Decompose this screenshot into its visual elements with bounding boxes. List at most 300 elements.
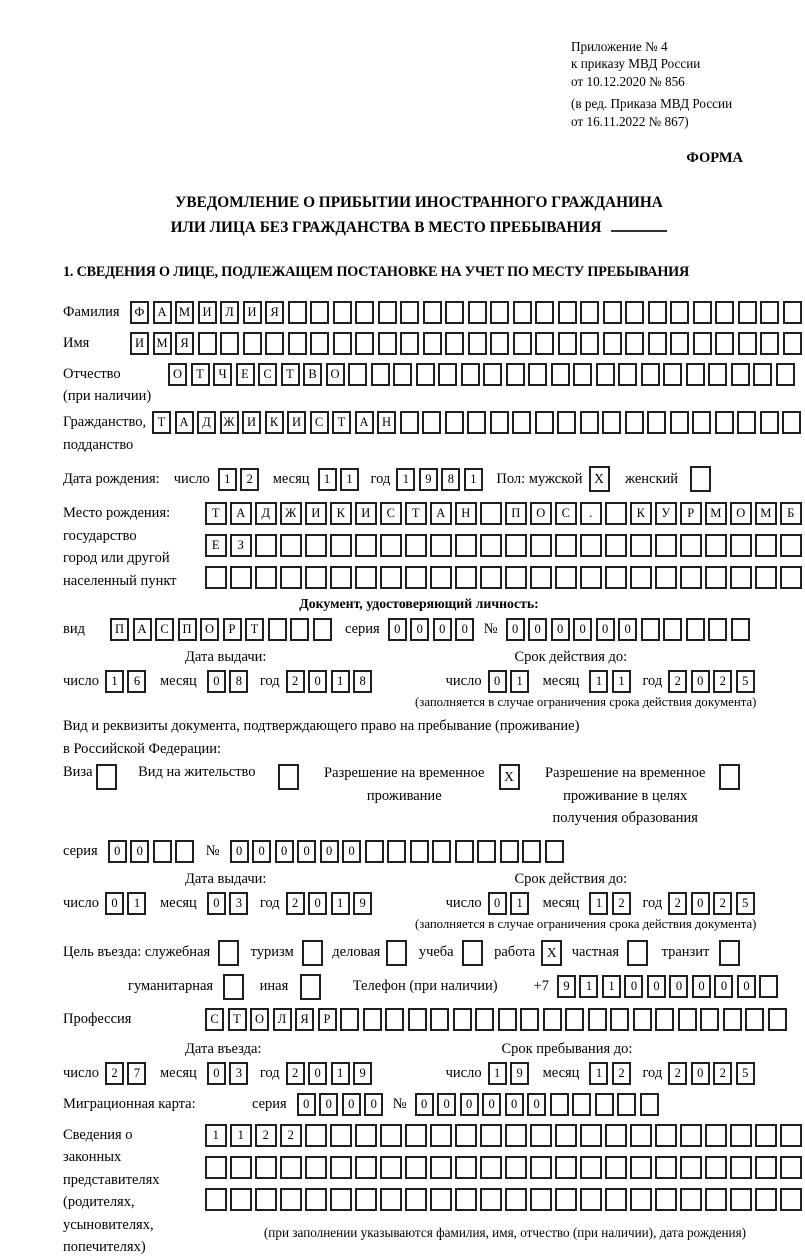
profession-cell[interactable] bbox=[340, 1008, 359, 1031]
birthplace-cell[interactable]: К bbox=[630, 502, 652, 525]
representatives-cell[interactable] bbox=[680, 1124, 702, 1147]
firstname-cell[interactable]: И bbox=[130, 332, 149, 355]
birthplace-cell[interactable] bbox=[355, 534, 377, 557]
residence-number-cell[interactable] bbox=[545, 840, 564, 863]
profession-cell[interactable] bbox=[768, 1008, 787, 1031]
birthplace-cell[interactable]: У bbox=[655, 502, 677, 525]
phone-cell[interactable]: 1 bbox=[602, 975, 621, 998]
patronymic-cell[interactable] bbox=[551, 363, 570, 386]
doc-number-cell[interactable]: 0 bbox=[618, 618, 637, 641]
profession-cell[interactable] bbox=[633, 1008, 652, 1031]
representatives-cell[interactable] bbox=[405, 1188, 427, 1211]
profession-cell[interactable]: Р bbox=[318, 1008, 337, 1031]
identity-issue-year-cell[interactable]: 8 bbox=[353, 670, 372, 693]
firstname-cell[interactable] bbox=[445, 332, 464, 355]
representatives-cell[interactable] bbox=[405, 1156, 427, 1179]
identity-expiry-year-cell[interactable]: 5 bbox=[736, 670, 755, 693]
surname-cell[interactable] bbox=[445, 301, 464, 324]
doc-kind-cell[interactable] bbox=[268, 618, 287, 641]
identity-expiry-year-cell[interactable]: 2 bbox=[668, 670, 687, 693]
birthplace-cell[interactable]: С bbox=[555, 502, 577, 525]
birthplace-cell[interactable] bbox=[380, 534, 402, 557]
surname-cell[interactable]: А bbox=[153, 301, 172, 324]
birthplace-cell[interactable]: О bbox=[730, 502, 752, 525]
surname-cell[interactable] bbox=[738, 301, 757, 324]
birthplace-cell[interactable] bbox=[505, 566, 527, 589]
birthplace-cell[interactable] bbox=[405, 566, 427, 589]
doc-number-cell[interactable]: 0 bbox=[551, 618, 570, 641]
residence-series-cell[interactable] bbox=[175, 840, 194, 863]
doc-series-cell[interactable]: 0 bbox=[388, 618, 407, 641]
birthplace-cell[interactable] bbox=[705, 566, 727, 589]
profession-cell[interactable] bbox=[700, 1008, 719, 1031]
representatives-cell[interactable] bbox=[780, 1188, 802, 1211]
representatives-cell[interactable] bbox=[605, 1124, 627, 1147]
profession-cell[interactable] bbox=[745, 1008, 764, 1031]
representatives-cell[interactable] bbox=[380, 1188, 402, 1211]
patronymic-cell[interactable]: О bbox=[168, 363, 187, 386]
identity-expiry-month-cell[interactable]: 1 bbox=[589, 670, 608, 693]
residence-series-cell[interactable] bbox=[153, 840, 172, 863]
birthplace-cell[interactable]: П bbox=[505, 502, 527, 525]
profession-cell[interactable] bbox=[565, 1008, 584, 1031]
identity-issue-day-cell[interactable]: 6 bbox=[127, 670, 146, 693]
doc-kind-cell[interactable]: Р bbox=[223, 618, 242, 641]
residence-number-cell[interactable]: 0 bbox=[320, 840, 339, 863]
stay-year-cell[interactable]: 2 bbox=[668, 1062, 687, 1085]
representatives-cell[interactable] bbox=[330, 1156, 352, 1179]
citizenship-cell[interactable] bbox=[445, 411, 464, 434]
patronymic-cell[interactable] bbox=[371, 363, 390, 386]
birthplace-cell[interactable] bbox=[755, 566, 777, 589]
firstname-cell[interactable] bbox=[625, 332, 644, 355]
citizenship-cell[interactable]: Т bbox=[152, 411, 171, 434]
surname-cell[interactable] bbox=[648, 301, 667, 324]
surname-cell[interactable] bbox=[490, 301, 509, 324]
residence-number-cell[interactable]: 0 bbox=[230, 840, 249, 863]
birth-month-cell[interactable]: 1 bbox=[318, 468, 337, 491]
phone-cell[interactable]: 0 bbox=[647, 975, 666, 998]
firstname-cell[interactable] bbox=[288, 332, 307, 355]
firstname-cell[interactable] bbox=[423, 332, 442, 355]
residence-expiry-month-cell[interactable]: 1 bbox=[589, 892, 608, 915]
firstname-cell[interactable]: Я bbox=[175, 332, 194, 355]
firstname-cell[interactable] bbox=[310, 332, 329, 355]
migration-series-cell[interactable]: 0 bbox=[342, 1093, 361, 1116]
representatives-cell[interactable] bbox=[730, 1156, 752, 1179]
profession-cell[interactable]: Я bbox=[295, 1008, 314, 1031]
citizenship-cell[interactable] bbox=[580, 411, 599, 434]
patronymic-cell[interactable] bbox=[708, 363, 727, 386]
surname-cell[interactable] bbox=[423, 301, 442, 324]
migration-number-cell[interactable] bbox=[640, 1093, 659, 1116]
representatives-cell[interactable] bbox=[455, 1188, 477, 1211]
birthplace-cell[interactable] bbox=[680, 534, 702, 557]
representatives-cell[interactable] bbox=[630, 1188, 652, 1211]
residence-number-cell[interactable] bbox=[477, 840, 496, 863]
entry-day-cell[interactable]: 7 bbox=[127, 1062, 146, 1085]
citizenship-cell[interactable]: А bbox=[355, 411, 374, 434]
firstname-cell[interactable] bbox=[198, 332, 217, 355]
representatives-cell[interactable] bbox=[380, 1156, 402, 1179]
birthplace-cell[interactable]: З bbox=[230, 534, 252, 557]
representatives-cell[interactable] bbox=[230, 1188, 252, 1211]
firstname-cell[interactable] bbox=[355, 332, 374, 355]
residence-number-cell[interactable] bbox=[500, 840, 519, 863]
surname-cell[interactable] bbox=[535, 301, 554, 324]
birthplace-cell[interactable] bbox=[480, 534, 502, 557]
doc-kind-cell[interactable]: С bbox=[155, 618, 174, 641]
surname-cell[interactable] bbox=[580, 301, 599, 324]
birthplace-cell[interactable] bbox=[280, 566, 302, 589]
identity-issue-day-cell[interactable]: 1 bbox=[105, 670, 124, 693]
representatives-cell[interactable] bbox=[730, 1188, 752, 1211]
surname-cell[interactable] bbox=[670, 301, 689, 324]
purpose-transit-checkbox[interactable] bbox=[719, 940, 740, 966]
patronymic-cell[interactable] bbox=[483, 363, 502, 386]
birthplace-cell[interactable] bbox=[480, 502, 502, 525]
birthplace-cell[interactable] bbox=[705, 534, 727, 557]
birthplace-cell[interactable] bbox=[355, 566, 377, 589]
firstname-cell[interactable] bbox=[693, 332, 712, 355]
identity-expiry-day-cell[interactable]: 1 bbox=[510, 670, 529, 693]
profession-cell[interactable] bbox=[543, 1008, 562, 1031]
surname-cell[interactable]: Л bbox=[220, 301, 239, 324]
purpose-study-checkbox[interactable] bbox=[462, 940, 483, 966]
representatives-cell[interactable]: 1 bbox=[205, 1124, 227, 1147]
citizenship-cell[interactable] bbox=[670, 411, 689, 434]
birthplace-cell[interactable]: Н bbox=[455, 502, 477, 525]
doc-kind-cell[interactable] bbox=[290, 618, 309, 641]
surname-cell[interactable] bbox=[783, 301, 802, 324]
doc-kind-cell[interactable]: П bbox=[110, 618, 129, 641]
birthplace-cell[interactable] bbox=[605, 502, 627, 525]
stay-day-cell[interactable]: 9 bbox=[510, 1062, 529, 1085]
birth-month-cell[interactable]: 1 bbox=[340, 468, 359, 491]
representatives-cell[interactable] bbox=[555, 1156, 577, 1179]
representatives-cell[interactable] bbox=[530, 1156, 552, 1179]
patronymic-cell[interactable] bbox=[618, 363, 637, 386]
profession-cell[interactable] bbox=[520, 1008, 539, 1031]
birthplace-cell[interactable]: Ж bbox=[280, 502, 302, 525]
citizenship-cell[interactable] bbox=[467, 411, 486, 434]
profession-cell[interactable] bbox=[430, 1008, 449, 1031]
purpose-work-checkbox[interactable]: X bbox=[541, 940, 562, 966]
birthplace-cell[interactable] bbox=[605, 534, 627, 557]
representatives-cell[interactable] bbox=[380, 1124, 402, 1147]
surname-cell[interactable]: И bbox=[243, 301, 262, 324]
doc-number-cell[interactable]: 0 bbox=[596, 618, 615, 641]
birthplace-cell[interactable] bbox=[530, 534, 552, 557]
birthplace-cell[interactable] bbox=[380, 566, 402, 589]
representatives-cell[interactable] bbox=[580, 1156, 602, 1179]
citizenship-cell[interactable] bbox=[782, 411, 801, 434]
birthplace-cell[interactable] bbox=[330, 534, 352, 557]
residence-number-cell[interactable] bbox=[455, 840, 474, 863]
birthplace-cell[interactable] bbox=[555, 534, 577, 557]
migration-number-cell[interactable]: 0 bbox=[415, 1093, 434, 1116]
profession-cell[interactable] bbox=[363, 1008, 382, 1031]
firstname-cell[interactable] bbox=[783, 332, 802, 355]
profession-cell[interactable] bbox=[453, 1008, 472, 1031]
citizenship-cell[interactable]: К bbox=[265, 411, 284, 434]
representatives-cell[interactable] bbox=[505, 1124, 527, 1147]
entry-year-cell[interactable]: 9 bbox=[353, 1062, 372, 1085]
citizenship-cell[interactable]: Ж bbox=[220, 411, 239, 434]
residence-number-cell[interactable]: 0 bbox=[275, 840, 294, 863]
surname-cell[interactable]: Я bbox=[265, 301, 284, 324]
firstname-cell[interactable]: М bbox=[153, 332, 172, 355]
identity-expiry-day-cell[interactable]: 0 bbox=[488, 670, 507, 693]
firstname-cell[interactable] bbox=[265, 332, 284, 355]
residence-number-cell[interactable] bbox=[387, 840, 406, 863]
migration-number-cell[interactable]: 0 bbox=[527, 1093, 546, 1116]
patronymic-cell[interactable] bbox=[641, 363, 660, 386]
residence-expiry-day-cell[interactable]: 0 bbox=[488, 892, 507, 915]
stay-year-cell[interactable]: 2 bbox=[713, 1062, 732, 1085]
representatives-cell[interactable] bbox=[555, 1188, 577, 1211]
birthplace-cell[interactable] bbox=[430, 534, 452, 557]
birthplace-cell[interactable]: А bbox=[230, 502, 252, 525]
patronymic-cell[interactable] bbox=[753, 363, 772, 386]
firstname-cell[interactable] bbox=[468, 332, 487, 355]
surname-cell[interactable] bbox=[468, 301, 487, 324]
citizenship-cell[interactable]: И bbox=[287, 411, 306, 434]
representatives-cell[interactable] bbox=[705, 1156, 727, 1179]
representatives-cell[interactable] bbox=[305, 1156, 327, 1179]
birthplace-cell[interactable]: . bbox=[580, 502, 602, 525]
birthplace-cell[interactable] bbox=[405, 534, 427, 557]
identity-issue-year-cell[interactable]: 2 bbox=[286, 670, 305, 693]
residence-expiry-year-cell[interactable]: 2 bbox=[668, 892, 687, 915]
profession-cell[interactable]: Т bbox=[228, 1008, 247, 1031]
entry-year-cell[interactable]: 2 bbox=[286, 1062, 305, 1085]
firstname-cell[interactable] bbox=[490, 332, 509, 355]
patronymic-cell[interactable] bbox=[506, 363, 525, 386]
residence-number-cell[interactable] bbox=[365, 840, 384, 863]
citizenship-cell[interactable] bbox=[422, 411, 441, 434]
surname-cell[interactable] bbox=[715, 301, 734, 324]
patronymic-cell[interactable]: Ч bbox=[213, 363, 232, 386]
representatives-cell[interactable] bbox=[305, 1188, 327, 1211]
citizenship-cell[interactable] bbox=[715, 411, 734, 434]
entry-month-cell[interactable]: 0 bbox=[207, 1062, 226, 1085]
citizenship-cell[interactable]: С bbox=[310, 411, 329, 434]
doc-number-cell[interactable] bbox=[663, 618, 682, 641]
patronymic-cell[interactable] bbox=[663, 363, 682, 386]
entry-year-cell[interactable]: 1 bbox=[331, 1062, 350, 1085]
doc-number-cell[interactable]: 0 bbox=[573, 618, 592, 641]
residence-issue-month-cell[interactable]: 3 bbox=[229, 892, 248, 915]
residence-issue-year-cell[interactable]: 9 bbox=[353, 892, 372, 915]
firstname-cell[interactable] bbox=[400, 332, 419, 355]
birthplace-cell[interactable] bbox=[655, 534, 677, 557]
citizenship-cell[interactable]: Д bbox=[197, 411, 216, 434]
citizenship-cell[interactable]: А bbox=[175, 411, 194, 434]
patronymic-cell[interactable]: Т bbox=[281, 363, 300, 386]
firstname-cell[interactable] bbox=[535, 332, 554, 355]
representatives-cell[interactable] bbox=[655, 1188, 677, 1211]
profession-cell[interactable] bbox=[385, 1008, 404, 1031]
surname-cell[interactable] bbox=[603, 301, 622, 324]
patronymic-cell[interactable]: Т bbox=[191, 363, 210, 386]
birthplace-cell[interactable] bbox=[730, 566, 752, 589]
firstname-cell[interactable] bbox=[648, 332, 667, 355]
residence-expiry-year-cell[interactable]: 5 bbox=[736, 892, 755, 915]
phone-cell[interactable]: 9 bbox=[557, 975, 576, 998]
representatives-cell[interactable] bbox=[680, 1188, 702, 1211]
birthplace-cell[interactable] bbox=[580, 566, 602, 589]
representatives-cell[interactable] bbox=[705, 1124, 727, 1147]
doc-number-cell[interactable]: 0 bbox=[506, 618, 525, 641]
residence-issue-day-cell[interactable]: 1 bbox=[127, 892, 146, 915]
residence-expiry-month-cell[interactable]: 2 bbox=[612, 892, 631, 915]
citizenship-cell[interactable] bbox=[400, 411, 419, 434]
birthplace-cell[interactable] bbox=[430, 566, 452, 589]
migration-series-cell[interactable]: 0 bbox=[319, 1093, 338, 1116]
identity-issue-month-cell[interactable]: 0 bbox=[207, 670, 226, 693]
identity-expiry-year-cell[interactable]: 2 bbox=[713, 670, 732, 693]
surname-cell[interactable] bbox=[625, 301, 644, 324]
firstname-cell[interactable] bbox=[243, 332, 262, 355]
identity-issue-month-cell[interactable]: 8 bbox=[229, 670, 248, 693]
representatives-cell[interactable] bbox=[355, 1124, 377, 1147]
doc-series-cell[interactable]: 0 bbox=[455, 618, 474, 641]
purpose-official-checkbox[interactable] bbox=[218, 940, 239, 966]
doc-number-cell[interactable] bbox=[731, 618, 750, 641]
doc-number-cell[interactable] bbox=[641, 618, 660, 641]
citizenship-cell[interactable]: И bbox=[242, 411, 261, 434]
patronymic-cell[interactable] bbox=[416, 363, 435, 386]
residence-number-cell[interactable] bbox=[410, 840, 429, 863]
patronymic-cell[interactable]: С bbox=[258, 363, 277, 386]
migration-number-cell[interactable] bbox=[550, 1093, 569, 1116]
patronymic-cell[interactable] bbox=[348, 363, 367, 386]
purpose-tourism-checkbox[interactable] bbox=[302, 940, 323, 966]
profession-cell[interactable]: Л bbox=[273, 1008, 292, 1031]
representatives-cell[interactable] bbox=[355, 1188, 377, 1211]
citizenship-cell[interactable] bbox=[625, 411, 644, 434]
residence-number-cell[interactable]: 0 bbox=[342, 840, 361, 863]
representatives-cell[interactable] bbox=[330, 1124, 352, 1147]
representatives-cell[interactable] bbox=[430, 1124, 452, 1147]
representatives-cell[interactable] bbox=[330, 1188, 352, 1211]
citizenship-cell[interactable] bbox=[647, 411, 666, 434]
birthplace-cell[interactable] bbox=[255, 534, 277, 557]
firstname-cell[interactable] bbox=[220, 332, 239, 355]
birthplace-cell[interactable]: Т bbox=[405, 502, 427, 525]
representatives-cell[interactable] bbox=[605, 1188, 627, 1211]
birthplace-cell[interactable] bbox=[755, 534, 777, 557]
migration-number-cell[interactable]: 0 bbox=[460, 1093, 479, 1116]
birthplace-cell[interactable] bbox=[330, 566, 352, 589]
patronymic-cell[interactable] bbox=[528, 363, 547, 386]
citizenship-cell[interactable]: Н bbox=[377, 411, 396, 434]
citizenship-cell[interactable]: Т bbox=[332, 411, 351, 434]
firstname-cell[interactable] bbox=[513, 332, 532, 355]
birthplace-cell[interactable]: Р bbox=[680, 502, 702, 525]
representatives-cell[interactable] bbox=[755, 1156, 777, 1179]
citizenship-cell[interactable] bbox=[602, 411, 621, 434]
surname-cell[interactable] bbox=[378, 301, 397, 324]
representatives-cell[interactable] bbox=[680, 1156, 702, 1179]
surname-cell[interactable] bbox=[400, 301, 419, 324]
residence-issue-month-cell[interactable]: 0 bbox=[207, 892, 226, 915]
birthplace-cell[interactable] bbox=[680, 566, 702, 589]
surname-cell[interactable]: М bbox=[175, 301, 194, 324]
birth-year-cell[interactable]: 9 bbox=[419, 468, 438, 491]
birthplace-cell[interactable] bbox=[255, 566, 277, 589]
birthplace-cell[interactable] bbox=[580, 534, 602, 557]
profession-cell[interactable] bbox=[475, 1008, 494, 1031]
residence-permit-checkbox[interactable] bbox=[278, 764, 299, 790]
citizenship-cell[interactable] bbox=[512, 411, 531, 434]
migration-number-cell[interactable]: 0 bbox=[437, 1093, 456, 1116]
representatives-cell[interactable] bbox=[230, 1156, 252, 1179]
patronymic-cell[interactable] bbox=[596, 363, 615, 386]
representatives-cell[interactable] bbox=[530, 1124, 552, 1147]
birth-day-cell[interactable]: 1 bbox=[218, 468, 237, 491]
citizenship-cell[interactable] bbox=[760, 411, 779, 434]
representatives-cell[interactable] bbox=[280, 1188, 302, 1211]
doc-number-cell[interactable] bbox=[708, 618, 727, 641]
identity-expiry-month-cell[interactable]: 1 bbox=[612, 670, 631, 693]
birthplace-cell[interactable] bbox=[230, 566, 252, 589]
representatives-cell[interactable] bbox=[430, 1156, 452, 1179]
purpose-other-checkbox[interactable] bbox=[300, 974, 321, 1000]
doc-number-cell[interactable]: 0 bbox=[528, 618, 547, 641]
representatives-cell[interactable] bbox=[205, 1156, 227, 1179]
migration-number-cell[interactable] bbox=[572, 1093, 591, 1116]
citizenship-cell[interactable] bbox=[692, 411, 711, 434]
firstname-cell[interactable] bbox=[378, 332, 397, 355]
representatives-cell[interactable] bbox=[480, 1156, 502, 1179]
birth-year-cell[interactable]: 1 bbox=[464, 468, 483, 491]
identity-issue-year-cell[interactable]: 0 bbox=[308, 670, 327, 693]
representatives-cell[interactable] bbox=[455, 1124, 477, 1147]
phone-cell[interactable]: 0 bbox=[692, 975, 711, 998]
sex-male-checkbox[interactable]: X bbox=[589, 466, 610, 492]
patronymic-cell[interactable] bbox=[573, 363, 592, 386]
residence-expiry-year-cell[interactable]: 2 bbox=[713, 892, 732, 915]
birthplace-cell[interactable] bbox=[630, 534, 652, 557]
profession-cell[interactable] bbox=[723, 1008, 742, 1031]
representatives-cell[interactable] bbox=[755, 1124, 777, 1147]
representatives-cell[interactable]: 2 bbox=[280, 1124, 302, 1147]
doc-kind-cell[interactable] bbox=[313, 618, 332, 641]
migration-number-cell[interactable] bbox=[617, 1093, 636, 1116]
representatives-cell[interactable] bbox=[655, 1124, 677, 1147]
phone-cell[interactable] bbox=[759, 975, 778, 998]
representatives-cell[interactable] bbox=[580, 1188, 602, 1211]
birthplace-cell[interactable]: М bbox=[705, 502, 727, 525]
profession-cell[interactable] bbox=[588, 1008, 607, 1031]
birthplace-cell[interactable]: Б bbox=[780, 502, 802, 525]
doc-number-cell[interactable] bbox=[686, 618, 705, 641]
surname-cell[interactable] bbox=[513, 301, 532, 324]
doc-kind-cell[interactable]: О bbox=[200, 618, 219, 641]
migration-number-cell[interactable] bbox=[595, 1093, 614, 1116]
birthplace-cell[interactable] bbox=[555, 566, 577, 589]
birth-year-cell[interactable]: 8 bbox=[441, 468, 460, 491]
residence-number-cell[interactable]: 0 bbox=[297, 840, 316, 863]
profession-cell[interactable] bbox=[678, 1008, 697, 1031]
birth-day-cell[interactable]: 2 bbox=[240, 468, 259, 491]
citizenship-cell[interactable] bbox=[490, 411, 509, 434]
migration-number-cell[interactable]: 0 bbox=[482, 1093, 501, 1116]
residence-number-cell[interactable]: 0 bbox=[252, 840, 271, 863]
entry-day-cell[interactable]: 2 bbox=[105, 1062, 124, 1085]
